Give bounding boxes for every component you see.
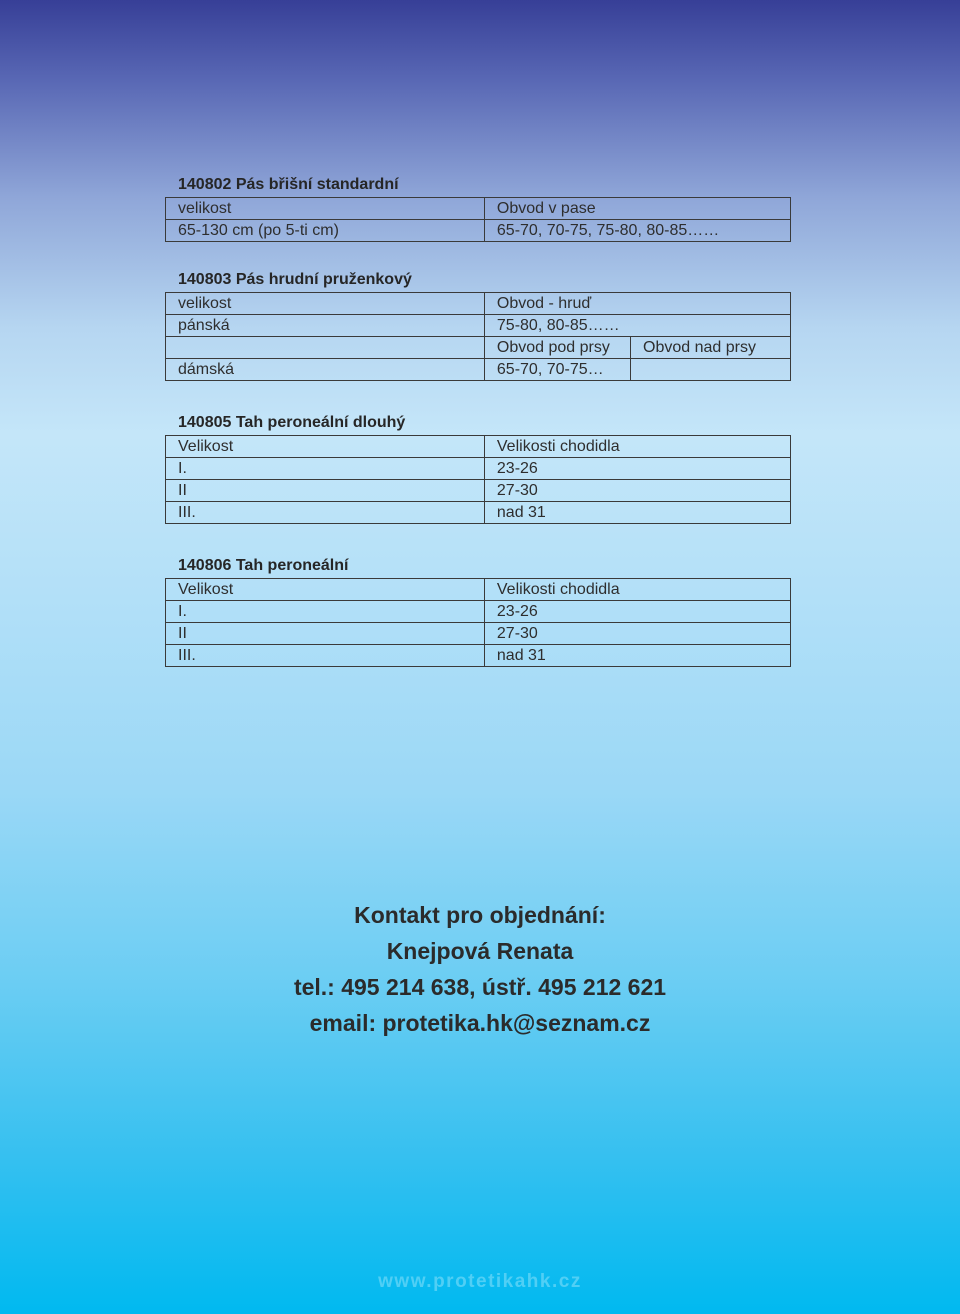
table-row: [166, 458, 791, 480]
table-cell: pánská: [166, 315, 485, 337]
table-row: [166, 579, 791, 601]
table-cell: 65-130 cm (po 5-ti cm): [166, 220, 485, 242]
table-cell: Velikosti chodidla: [484, 436, 790, 458]
contact-name: Knejpová Renata: [386, 938, 574, 964]
table-cell: 65-70, 70-75…: [484, 359, 630, 381]
table-cell: Velikost: [166, 436, 485, 458]
contact-block: [0, 897, 960, 1041]
table-cell: [631, 359, 791, 381]
table-row: [166, 436, 791, 458]
table-cell: nad 31: [484, 645, 790, 667]
table-cell: II: [166, 623, 485, 645]
table-cell: I.: [166, 458, 485, 480]
table-cell: 23-26: [484, 601, 790, 623]
table-cell: I.: [166, 601, 485, 623]
table-cell: Velikost: [166, 579, 485, 601]
table-row: [166, 198, 791, 220]
section-title: 140803 Pás hrudní pruženkový: [178, 271, 412, 288]
table-cell: III.: [166, 502, 485, 524]
table-cell: dámská: [166, 359, 485, 381]
size-table: [165, 435, 791, 524]
table-cell: II: [166, 480, 485, 502]
table-cell: 65-70, 70-75, 75-80, 80-85……: [484, 220, 790, 242]
table-row: [166, 337, 791, 359]
size-table: [165, 292, 791, 381]
table-row: [166, 502, 791, 524]
table-cell: Velikosti chodidla: [484, 579, 790, 601]
table-row: [166, 359, 791, 381]
contact-email[interactable]: email: protetika.hk@seznam.cz: [309, 1010, 651, 1036]
table-cell: nad 31: [484, 502, 790, 524]
table-row: [166, 220, 791, 242]
table-row: [166, 293, 791, 315]
section-title: 140806 Tah peroneální: [178, 557, 349, 574]
table-row: [166, 601, 791, 623]
table-cell: Obvod v pase: [484, 198, 790, 220]
table-cell: Obvod pod prsy: [484, 337, 630, 359]
section-title: 140802 Pás břišní standardní: [178, 176, 399, 193]
table-cell: velikost: [166, 293, 485, 315]
table-cell: 27-30: [484, 480, 790, 502]
table-row: [166, 623, 791, 645]
size-table: [165, 197, 791, 242]
table-cell: 75-80, 80-85……: [484, 315, 790, 337]
table-cell: [166, 337, 485, 359]
table-cell: Obvod nad prsy: [631, 337, 791, 359]
website-link[interactable]: www.protetikahk.cz: [378, 1271, 582, 1292]
table-cell: 23-26: [484, 458, 790, 480]
contact-phone: tel.: 495 214 638, ústř. 495 212 621: [293, 974, 667, 1000]
contact-heading: Kontakt pro objednání:: [354, 902, 606, 928]
table-cell: III.: [166, 645, 485, 667]
section-140802: [165, 173, 791, 242]
table-row: [166, 480, 791, 502]
section-140805: [165, 411, 791, 524]
table-cell: 27-30: [484, 623, 790, 645]
table-row: [166, 315, 791, 337]
table-cell: Obvod - hruď: [484, 293, 790, 315]
table-cell: velikost: [166, 198, 485, 220]
size-table: [165, 578, 791, 667]
section-140803: [165, 268, 791, 381]
table-row: [166, 645, 791, 667]
section-140806: [165, 554, 791, 667]
section-title: 140805 Tah peroneální dlouhý: [178, 414, 406, 431]
